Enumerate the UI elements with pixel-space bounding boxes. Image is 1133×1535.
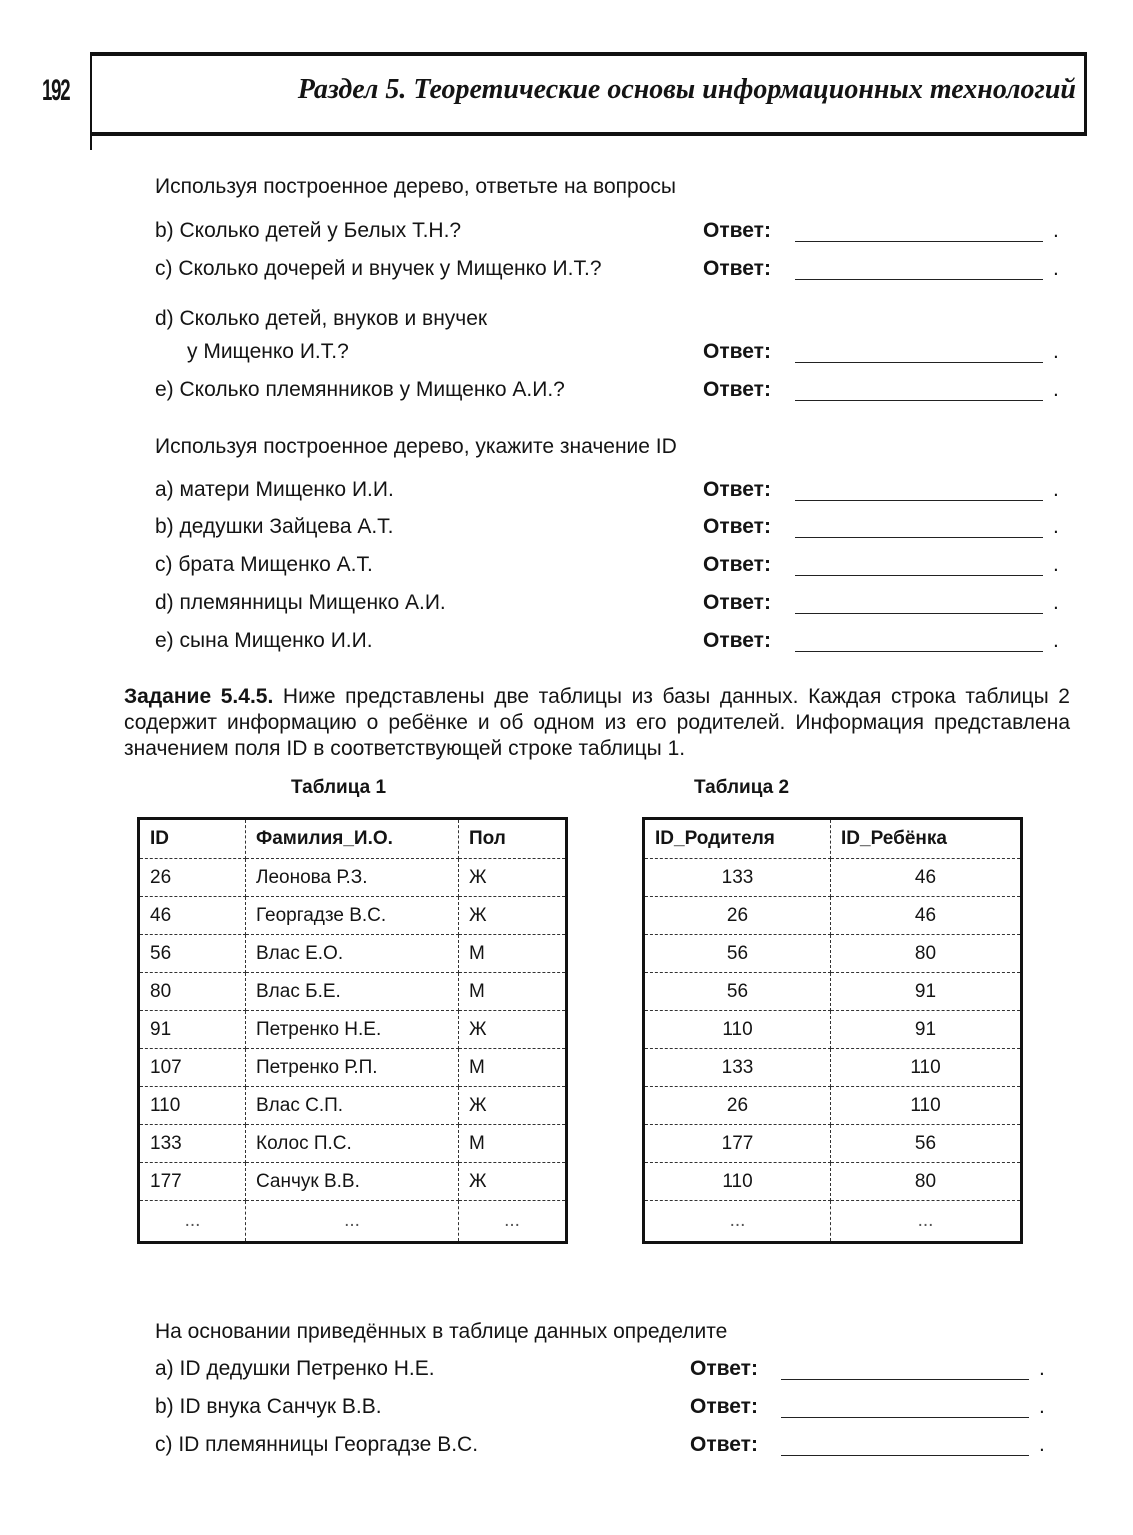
answer-field[interactable] [795,241,1043,242]
answer-label: Ответ: [703,378,771,401]
cell-child-id: 110 [831,1087,1022,1125]
column-header-sex: Пол [459,819,567,859]
table-relations [642,817,1023,1244]
table-header-row [139,819,567,859]
cell-parent-id: 110 [644,1163,831,1201]
cell-parent-id: 56 [644,935,831,973]
cell-ellipsis: ... [139,1201,246,1243]
question-label-continued: у Мищенко И.Т.? [187,340,349,363]
period: . [1053,553,1059,576]
answer-field[interactable] [781,1379,1029,1380]
question-label: d) Сколько детей, внуков и внучек [155,307,488,330]
table-row [644,1011,1022,1049]
cell-sex: Ж [459,897,567,935]
table-row [139,935,567,973]
table-row [139,859,567,897]
cell-id: 91 [139,1011,246,1049]
table-row [644,1163,1022,1201]
cell-sex: Ж [459,859,567,897]
cell-ellipsis: ... [459,1201,567,1243]
cell-sex: М [459,1049,567,1087]
table-row [644,859,1022,897]
question-label: b) Сколько детей у Белых Т.Н.? [155,219,462,242]
cell-id: 46 [139,897,246,935]
question-label: c) брата Мищенко А.Т. [155,553,373,576]
cell-child-id: 80 [831,935,1022,973]
cell-id: 110 [139,1087,246,1125]
cell-name: Петренко Н.Е. [246,1011,459,1049]
question-label: b) ID внука Санчук В.В. [155,1395,382,1418]
answer-field[interactable] [795,400,1043,401]
cell-id: 80 [139,973,246,1011]
cell-child-id: 91 [831,1011,1022,1049]
section2-intro: Используя построенное дерево, укажите значение ID [155,435,677,458]
cell-sex: Ж [459,1163,567,1201]
cell-name: Петренко Р.П. [246,1049,459,1087]
answer-label: Ответ: [690,1433,758,1456]
question-row [155,553,1065,583]
question-label: a) ID дедушки Петренко Н.Е. [155,1357,435,1380]
cell-child-id: 56 [831,1125,1022,1163]
task-number: Задание 5.4.5. [124,685,274,708]
cell-id: 26 [139,859,246,897]
table-row [644,897,1022,935]
answer-label: Ответ: [690,1395,758,1418]
cell-sex: М [459,935,567,973]
period: . [1053,340,1059,363]
answer-field[interactable] [795,362,1043,363]
cell-child-id: 80 [831,1163,1022,1201]
cell-parent-id: 26 [644,1087,831,1125]
question-row [155,478,1065,508]
answer-label: Ответ: [703,629,771,652]
period: . [1053,478,1059,501]
cell-sex: М [459,1125,567,1163]
table-row [644,1125,1022,1163]
question-row [155,1395,1065,1425]
question-row [155,515,1065,545]
cell-child-id: 46 [831,859,1022,897]
cell-id: 177 [139,1163,246,1201]
table-row [139,1125,567,1163]
cell-sex: Ж [459,1087,567,1125]
question-row [155,629,1065,659]
column-header-name: Фамилия_И.О. [246,819,459,859]
cell-id: 133 [139,1125,246,1163]
table-row [139,1087,567,1125]
answer-field[interactable] [795,613,1043,614]
task-text: Ниже представлены две таблицы из базы данных. Каждая строка таблицы 2 содержит информацию о ребёнке и об одном из его родителей. Информация представлена значением поля ID в соответствующей строке таблицы 1. [124,685,1070,760]
answer-label: Ответ: [703,591,771,614]
answer-label: Ответ: [703,340,771,363]
answer-field[interactable] [795,500,1043,501]
question-row [155,307,1065,371]
cell-name: Санчук В.В. [246,1163,459,1201]
section3-intro: На основании приведённых в таблице данных определите [155,1320,728,1343]
answer-label: Ответ: [703,257,771,280]
period: . [1039,1433,1045,1456]
question-row [155,591,1065,621]
page-number: 192 [42,74,70,107]
period: . [1053,219,1059,242]
column-header-parent-id: ID_Родителя [644,819,831,859]
cell-parent-id: 56 [644,973,831,1011]
cell-parent-id: 26 [644,897,831,935]
answer-field[interactable] [795,279,1043,280]
cell-parent-id: 110 [644,1011,831,1049]
table-row [644,935,1022,973]
table1-caption: Таблица 1 [291,777,387,798]
question-label: b) дедушки Зайцева А.Т. [155,515,394,538]
period: . [1053,257,1059,280]
cell-child-id: 91 [831,973,1022,1011]
question-label: c) Сколько дочерей и внучек у Мищенко И.Т.? [155,257,602,280]
cell-ellipsis: ... [644,1201,831,1243]
table2-caption: Таблица 2 [694,777,790,798]
question-label: c) ID племянницы Георгадзе В.С. [155,1433,479,1456]
table-row [139,897,567,935]
answer-field[interactable] [795,575,1043,576]
cell-name: Колос П.С. [246,1125,459,1163]
question-label: d) племянницы Мищенко А.И. [155,591,446,614]
column-header-id: ID [139,819,246,859]
table-row-ellipsis [139,1201,567,1243]
cell-child-id: 110 [831,1049,1022,1087]
table-row [139,1011,567,1049]
task-description [124,684,1070,762]
column-header-child-id: ID_Ребёнка [831,819,1022,859]
period: . [1053,378,1059,401]
cell-child-id: 46 [831,897,1022,935]
period: . [1039,1395,1045,1418]
period: . [1053,629,1059,652]
table-row [644,973,1022,1011]
question-row [155,219,1065,249]
question-row [155,378,1065,408]
table-header-row [644,819,1022,859]
answer-field[interactable] [795,537,1043,538]
answer-label: Ответ: [703,478,771,501]
table-row [139,973,567,1011]
section-header [90,52,1087,136]
header-divider [90,128,92,150]
question-label: a) матери Мищенко И.И. [155,478,394,501]
cell-parent-id: 177 [644,1125,831,1163]
table-row [644,1049,1022,1087]
answer-label: Ответ: [703,219,771,242]
answer-field[interactable] [781,1417,1029,1418]
answer-label: Ответ: [703,553,771,576]
period: . [1039,1357,1045,1380]
cell-name: Влас С.П. [246,1087,459,1125]
cell-name: Георгадзе В.С. [246,897,459,935]
cell-ellipsis: ... [831,1201,1022,1243]
period: . [1053,515,1059,538]
question-row [155,1357,1065,1387]
table-row [139,1049,567,1087]
cell-name: Леонова Р.З. [246,859,459,897]
cell-sex: М [459,973,567,1011]
answer-field[interactable] [781,1455,1029,1456]
answer-label: Ответ: [703,515,771,538]
table-row [139,1163,567,1201]
question-label: e) сына Мищенко И.И. [155,629,373,652]
question-label: e) Сколько племянников у Мищенко А.И.? [155,378,565,401]
cell-parent-id: 133 [644,1049,831,1087]
section-title: Раздел 5. Теоретические основы информационных технологий [297,74,1076,105]
cell-name: Влас Е.О. [246,935,459,973]
table-row [644,1087,1022,1125]
section1-intro: Используя построенное дерево, ответьте на вопросы [155,175,676,198]
question-row [155,257,1065,287]
table-persons [137,817,568,1244]
cell-id: 107 [139,1049,246,1087]
cell-sex: Ж [459,1011,567,1049]
answer-field[interactable] [795,651,1043,652]
cell-parent-id: 133 [644,859,831,897]
cell-ellipsis: ... [246,1201,459,1243]
period: . [1053,591,1059,614]
cell-id: 56 [139,935,246,973]
cell-name: Влас Б.Е. [246,973,459,1011]
table-row-ellipsis [644,1201,1022,1243]
question-row [155,1433,1065,1463]
answer-label: Ответ: [690,1357,758,1380]
